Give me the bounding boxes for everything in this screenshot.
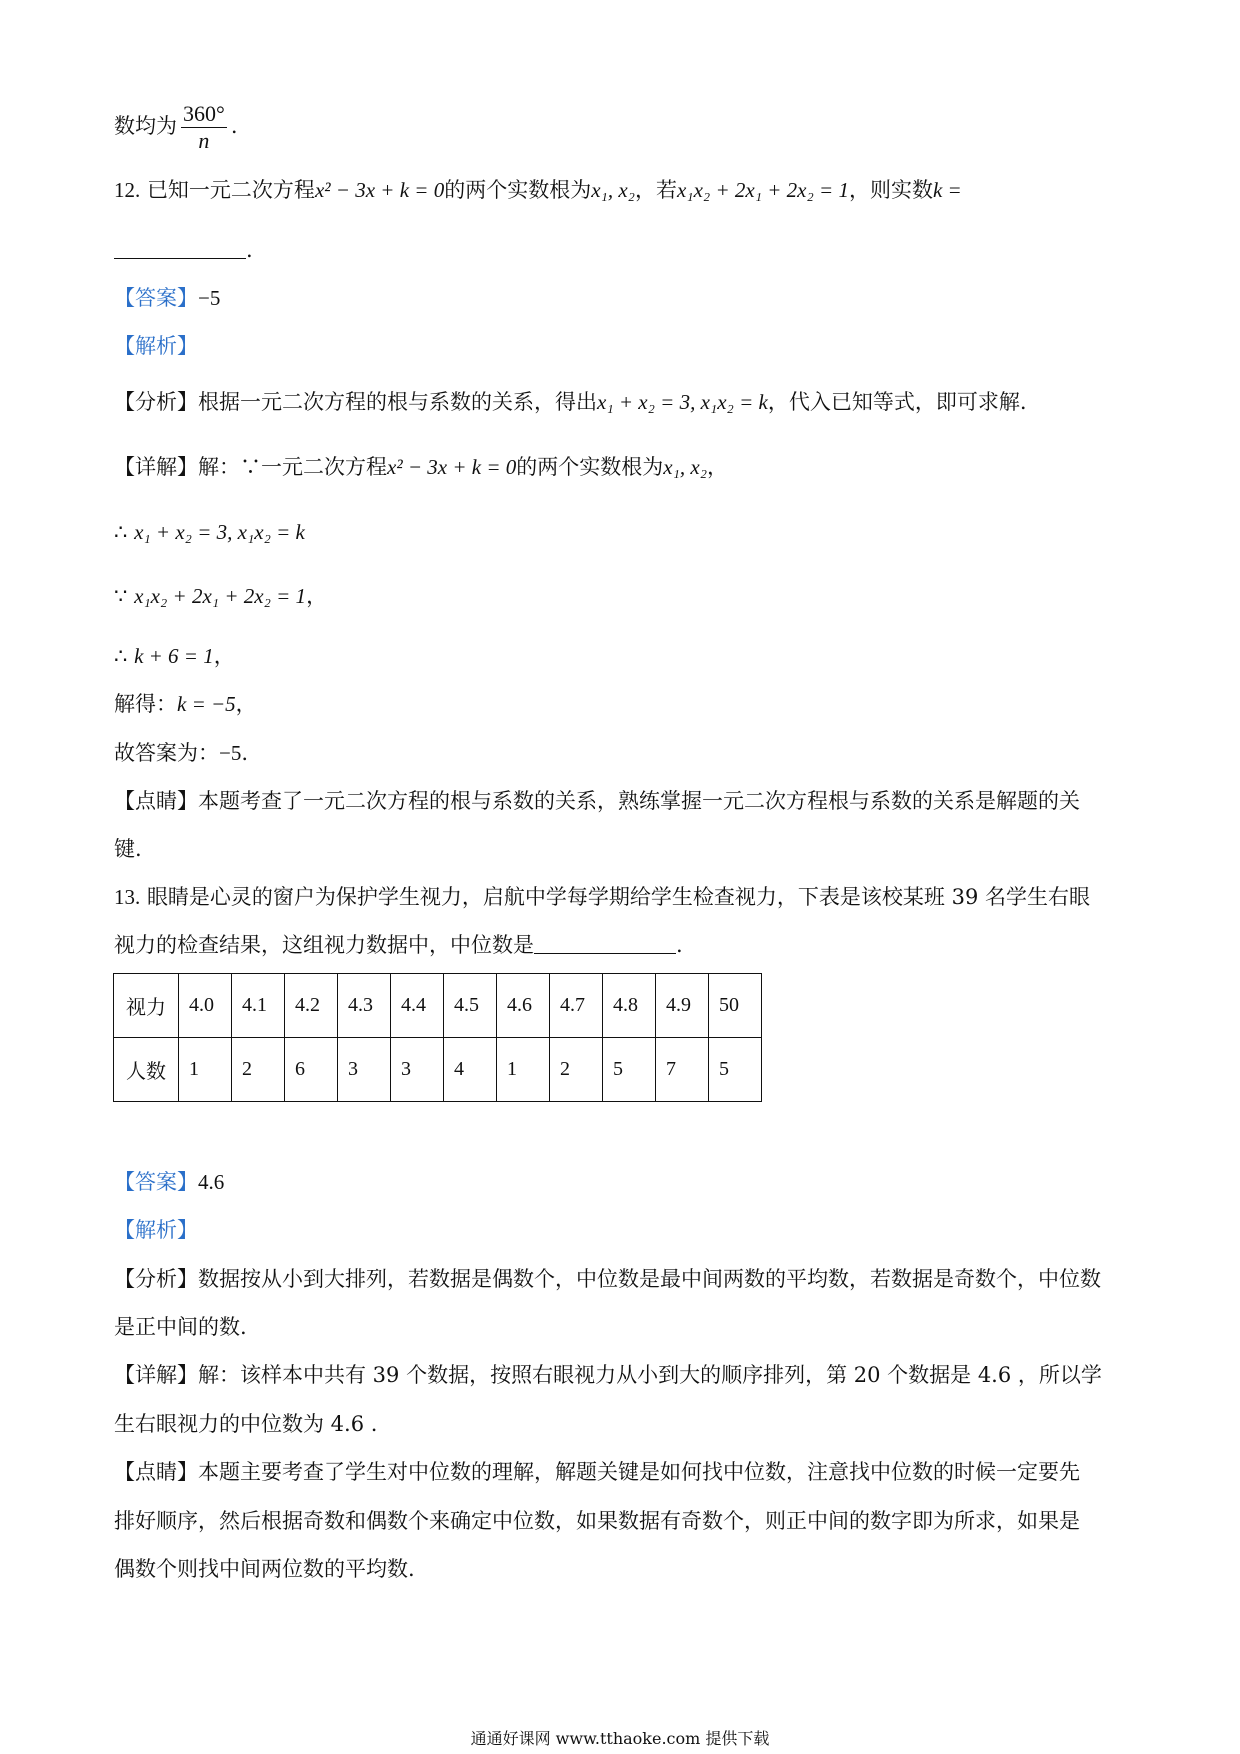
analysis-label: 【解析】 (114, 334, 198, 358)
step-end: ， (213, 644, 235, 668)
table-cell: 4.4 (391, 974, 444, 1038)
fenxi-equation: x₁ + x₂ = 3, x₁x₂ = k (597, 390, 768, 414)
step-equation: k = −5 (177, 692, 236, 716)
dianjing-label: 【点睛】 (114, 789, 198, 813)
q13-answer (114, 1166, 1134, 1198)
q13-dianjing-cont-2 (114, 1553, 1134, 1585)
condition-equation: x₁x₂ + 2x₁ + 2x₂ = 1 (676, 178, 849, 202)
q12-dianjing-cont (114, 833, 1134, 865)
because-symbol: ∵ (114, 584, 128, 608)
table-cell: 4.7 (550, 974, 603, 1038)
table-row (114, 974, 762, 1038)
step-end: . (241, 741, 249, 765)
q12-step-5 (114, 737, 1134, 769)
dianjing-text: 偶数个则找中间两位数的平均数. (114, 1557, 415, 1581)
therefore-symbol: ∴ (114, 644, 128, 668)
table-cell: 1 (497, 1038, 550, 1102)
q13-analysis-label (114, 1214, 1134, 1246)
q12-fenxi (114, 386, 1134, 418)
xiangjie-text: 的两个实数根为 (516, 455, 664, 479)
xiangjie-text: 生右眼视力的中位数为 4.6 . (114, 1412, 378, 1436)
dianjing-text: 键. (114, 837, 142, 861)
answer-label: 【答案】 (114, 286, 198, 310)
page-footer: 通通好课网 www.tthaoke.com 提供下载 (470, 1729, 770, 1748)
fenxi-text: 根据一元二次方程的根与系数的关系，得出 (198, 390, 597, 414)
tail-text: 数均为 (114, 114, 177, 138)
q13-dianjing (114, 1456, 1134, 1488)
fraction-numerator: 360° (183, 101, 225, 126)
table-cell: 5 (603, 1038, 656, 1102)
fenxi-text: 是正中间的数. (114, 1315, 247, 1339)
table-cell: 4.8 (603, 974, 656, 1038)
q13-stem-1 (114, 881, 1134, 913)
variable: k = (932, 178, 962, 202)
answer-blank (534, 933, 676, 954)
xiangjie-label: 【详解】 (114, 455, 198, 479)
q12-text: ，则实数 (848, 178, 933, 202)
table-cell: 4 (444, 1038, 497, 1102)
q13-text: 眼睛是心灵的窗户为保护学生视力，启航中学每学期给学生检查视力，下表是该校某班 39 名学生右眼 (146, 885, 1091, 909)
fenxi-label: 【分析】 (114, 1267, 198, 1291)
step-end: ， (235, 692, 257, 716)
table-cell: 4.6 (497, 974, 550, 1038)
q12-answer (114, 282, 1134, 314)
table-cell: 4.9 (656, 974, 709, 1038)
blank-end: . (676, 933, 683, 957)
equation: x² − 3x + k = 0 (314, 178, 445, 202)
fenxi-text: ，代入已知等式，即可求解. (767, 390, 1027, 414)
q12-xiangjie (114, 451, 1134, 483)
q12-step-3 (114, 640, 1134, 672)
q12-step-4 (114, 688, 1134, 720)
step-end: ， (306, 584, 328, 608)
dianjing-text: 排好顺序，然后根据奇数和偶数个来确定中位数，如果数据有奇数个，则正中间的数字即为所求，如果是 (114, 1509, 1080, 1533)
xiangjie-roots: x₁, x₂ (663, 455, 708, 479)
q13-fenxi (114, 1263, 1134, 1295)
step-value: −5 (219, 741, 242, 765)
q12-stem (114, 174, 1134, 206)
q13-fenxi-cont (114, 1311, 1134, 1343)
step-equation: x₁x₂ + 2x₁ + 2x₂ = 1 (134, 584, 307, 608)
prev-question-tail (114, 96, 1134, 156)
q12-step-1 (114, 516, 1134, 548)
q13-stem-2 (114, 929, 1134, 961)
table-header-vision: 视力 (114, 974, 179, 1038)
tail-end: . (230, 114, 238, 138)
question-number: 13. (114, 885, 141, 909)
q12-text: ，若 (634, 178, 677, 202)
fraction-denominator: n (198, 128, 210, 153)
dianjing-label: 【点睛】 (114, 1460, 198, 1484)
dianjing-text: 本题主要考查了学生对中位数的理解，解题关键是如何找中位数，注意找中位数的时候一定要先 (198, 1460, 1080, 1484)
dianjing-text: 本题考查了一元二次方程的根与系数的关系，熟练掌握一元二次方程根与系数的关系是解题的关 (198, 789, 1080, 813)
xiangjie-text: 解：该样本中共有 39 个数据，按照右眼视力从小到大的顺序排列，第 20 个数据是 4.6 ，所以学 (198, 1363, 1102, 1387)
table-cell: 2 (550, 1038, 603, 1102)
q12-text: 已知一元二次方程 (146, 178, 315, 202)
q12-step-2 (114, 580, 1134, 612)
xiangjie-text: 解：∵一元二次方程 (198, 455, 387, 479)
q13-xiangjie-cont (114, 1408, 1134, 1440)
table-cell: 2 (232, 1038, 285, 1102)
answer-value: 4.6 (198, 1170, 225, 1194)
fenxi-text: 数据按从小到大排列，若数据是偶数个，中位数是最中间两数的平均数，若数据是奇数个，中位数 (198, 1267, 1101, 1291)
q12-analysis-label (114, 330, 1134, 362)
table-cell: 3 (391, 1038, 444, 1102)
step-text: 故答案为： (114, 741, 219, 765)
q13-xiangjie (114, 1359, 1134, 1391)
table-cell: 7 (656, 1038, 709, 1102)
table-row (114, 1038, 762, 1102)
xiangjie-label: 【详解】 (114, 1363, 198, 1387)
q13-dianjing-cont-1 (114, 1505, 1134, 1537)
step-text: 解得： (114, 692, 177, 716)
q12-text: 的两个实数根为 (444, 178, 592, 202)
fraction (181, 101, 227, 154)
step-equation: k + 6 = 1 (134, 644, 214, 668)
table-cell: 6 (285, 1038, 338, 1102)
xiangjie-text: ， (707, 455, 729, 479)
table-cell: 4.5 (444, 974, 497, 1038)
table-cell: 4.1 (232, 974, 285, 1038)
vision-table (113, 973, 762, 1102)
table-cell: 5 (709, 1038, 762, 1102)
q12-dianjing (114, 785, 1134, 817)
table-cell: 1 (179, 1038, 232, 1102)
table-cell: 4.2 (285, 974, 338, 1038)
analysis-label: 【解析】 (114, 1218, 198, 1242)
table-cell: 3 (338, 1038, 391, 1102)
table-cell: 4.3 (338, 974, 391, 1038)
step-equation: x₁ + x₂ = 3, x₁x₂ = k (134, 520, 305, 544)
answer-value: −5 (198, 286, 221, 310)
fenxi-label: 【分析】 (114, 390, 198, 414)
q12-answer-blank (114, 234, 1134, 266)
answer-blank (114, 238, 246, 259)
xiangjie-equation: x² − 3x + k = 0 (387, 455, 517, 479)
table-cell: 4.0 (179, 974, 232, 1038)
answer-label: 【答案】 (114, 1170, 198, 1194)
question-number: 12. (114, 178, 141, 202)
q13-text: 视力的检查结果，这组视力数据中，中位数是 (114, 933, 534, 957)
blank-end: . (246, 238, 253, 262)
roots: x₁, x₂ (591, 178, 635, 202)
table-header-count: 人数 (114, 1038, 179, 1102)
therefore-symbol: ∴ (114, 520, 128, 544)
table-cell: 50 (709, 974, 762, 1038)
